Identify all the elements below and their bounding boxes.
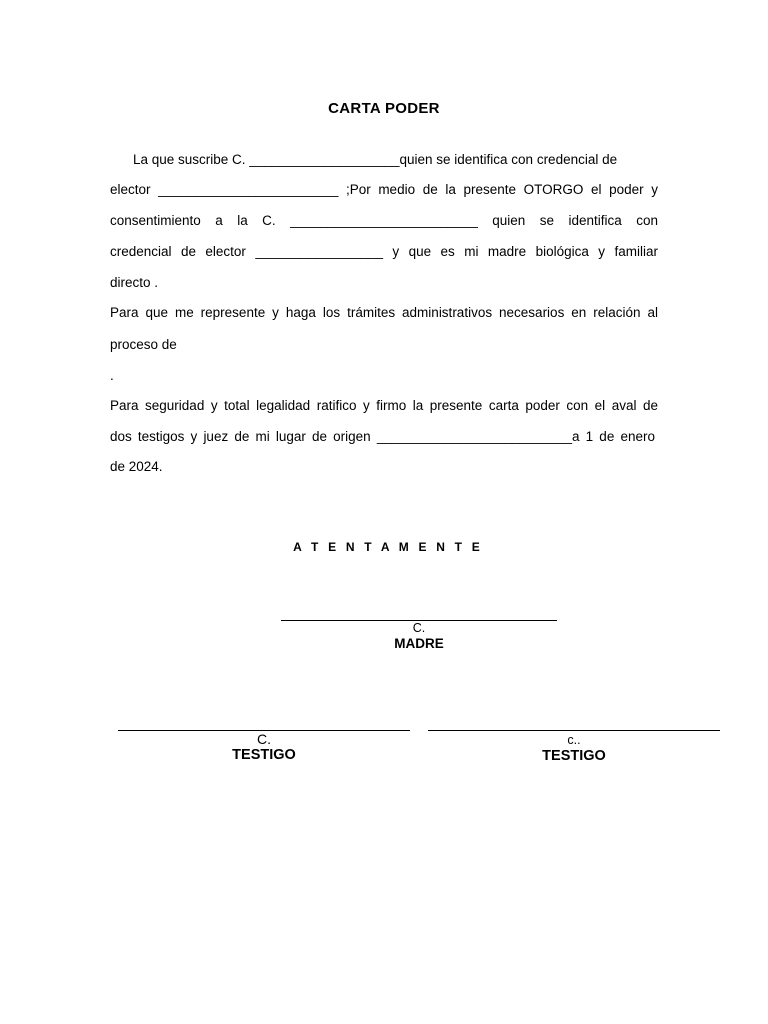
- body-line-4: credencial de elector _________________ y que es mi madre biológica y familiar: [110, 244, 658, 259]
- body-line-10: dos testigos y juez de mi lugar de origen __________________________a 1 de enero: [110, 429, 655, 444]
- document-title: CARTA PODER: [328, 100, 440, 117]
- closing-atentamente: A T E N T A M E N T E: [293, 540, 483, 554]
- body-line-9: Para seguridad y total legalidad ratifico y firmo la presente carta poder con el aval de: [110, 398, 658, 413]
- testigo-right-prefix: c..: [567, 733, 581, 747]
- testigo-right-signature-line: [428, 730, 720, 731]
- testigo-right-role-label: TESTIGO: [542, 748, 606, 764]
- body-line-1: La que suscribe C. ____________________quien se identifica con credencial de: [133, 152, 618, 167]
- body-line-8: .: [110, 368, 114, 383]
- body-line-5: directo .: [110, 275, 159, 290]
- body-line-6: Para que me represente y haga los trámites administrativos necesarios en relación al: [110, 305, 658, 320]
- body-line-3: consentimiento a la C. _________________________ quien se identifica con: [110, 213, 658, 228]
- testigo-left-prefix: C.: [257, 731, 271, 747]
- body-line-11: de 2024.: [110, 459, 163, 474]
- madre-role-label: MADRE: [394, 636, 444, 651]
- body-line-2: elector ________________________ ;Por medio de la presente OTORGO el poder y: [110, 182, 658, 197]
- madre-prefix: C.: [412, 621, 426, 635]
- testigo-left-role-label: TESTIGO: [232, 747, 296, 763]
- body-line-7: proceso de: [110, 337, 177, 352]
